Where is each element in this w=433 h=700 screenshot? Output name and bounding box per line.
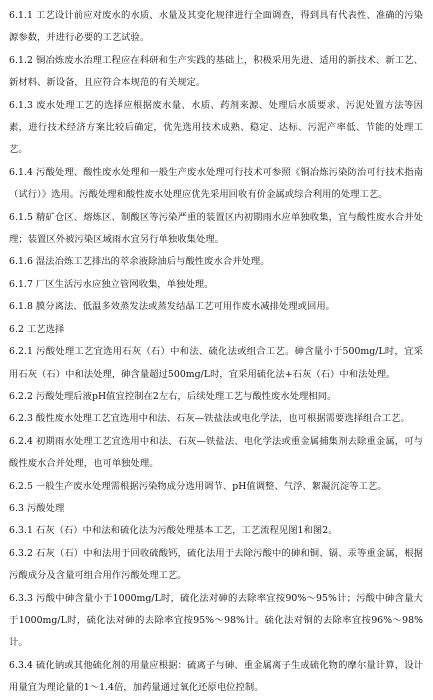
- paragraph-6-1-4: 6.1.4 污酸处理、酸性废水处理和一般生产废水处理可行技术可参照《铜冶炼污染防治可行技术指南（试行）》选用。污酸处理和酸性废水处理应优先采用回收有价金属或综合利用的处理工艺。: [9, 166, 423, 201]
- paragraph-6-2-4: 6.2.4 初期雨水处理工艺宜选用中和法、石灰—铁盐法、电化学法或重金属捕集剂去除重金属，可与酸性废水合并处理，也可单独处理。: [9, 435, 423, 470]
- paragraph-6-1-2: 6.1.2 铜冶炼废水治理工程应在科研和生产实践的基础上，积极采用先进、适用的新技术、新工艺、新材料、新设备，且应符合本规范的有关规定。: [9, 54, 423, 89]
- paragraph-6-1-7: 6.1.7 厂区生活污水应独立管网收集，单独处理。: [9, 278, 214, 290]
- paragraph-6-3-3: 6.3.3 污酸中砷含量小于1000mg/L时，硫化法对砷的去除率宜按90%～95%计；污酸中砷含量大于1000mg/L时，硫化法对砷的去除率宜按95%～98%计。硫化法对铜的去除率宜按96%～98%计。: [9, 592, 423, 649]
- paragraph-6-2-5: 6.2.5 一般生产废水处理需根据污染物成分选用调节、pH值调整、气浮、絮凝沉淀等工艺。: [9, 480, 387, 492]
- paragraph-6-1-1: 6.1.1 工艺设计前应对废水的水质、水量及其变化规律进行全面调查，得到具有代表性、准确的污染源参数，并进行必要的工艺试验。: [9, 10, 423, 44]
- paragraph-6-1-8: 6.1.8 膜分离法、低温多效蒸发法或蒸发结晶工艺可用作废水减排处理或回用。: [9, 301, 336, 313]
- paragraph-6-3-1: 6.3.1 石灰（石）中和法和硫化法为污酸处理基本工艺，工艺流程见图1和图2。: [9, 525, 338, 537]
- paragraph-6-3-4: 6.3.4 硫化钠或其他硫化剂的用量应根据：硫离子与砷、重金属离子生成硫化物的摩尔量计算，设计用量宜为理论量的1～1.4倍，加药量通过氧化还原电位控制。: [9, 659, 423, 694]
- section-heading-6-3: 6.3 污酸处理: [9, 502, 65, 514]
- paragraph-6-1-6: 6.1.6 湿法冶炼工艺排出的萃余液除油后与酸性废水合并处理。: [9, 256, 270, 268]
- paragraph-6-1-3: 6.1.3 废水处理工艺的选择应根据废水量、水质、药剂来源、处理后水质要求、污泥处置方法等因素，进行技术经济方案比较后确定，优先选用技术成熟、稳定、达标、污泥产率低、节能的处理工艺。: [9, 99, 423, 156]
- paragraph-6-2-3: 6.2.3 酸性废水处理工艺宜选用中和法、石灰—铁盐法或电化学法，也可根据需要选择组合工艺。: [9, 413, 410, 425]
- paragraph-6-2-1: 6.2.1 污酸处理工艺宜选用石灰（石）中和法、硫化法或组合工艺。砷含量小于500mg/L时，宜采用石灰（石）中和法处理，砷含量超过500mg/L时，宜采用硫化法+石灰（石）中和法处理。: [9, 346, 423, 380]
- paragraph-6-1-5: 6.1.5 精矿仓区、熔炼区、制酸区等污染严重的装置区内初期雨水应单独收集，宜与酸性废水合并处理；装置区外被污染区域雨水宜另行单独收集处理。: [9, 211, 423, 246]
- paragraph-6-2-2: 6.2.2 污酸处理后液pH值宜控制在2左右，后续处理工艺与酸性废水处理相同。: [9, 390, 337, 402]
- section-heading-6-2: 6.2 工艺选择: [9, 323, 65, 335]
- paragraph-6-3-2: 6.3.2 石灰（石）中和法用于回收硫酸钙，硫化法用于去除污酸中的砷和铜、镉、汞等重金属，根据污酸成分及含量可组合用作污酸处理工艺。: [9, 547, 423, 582]
